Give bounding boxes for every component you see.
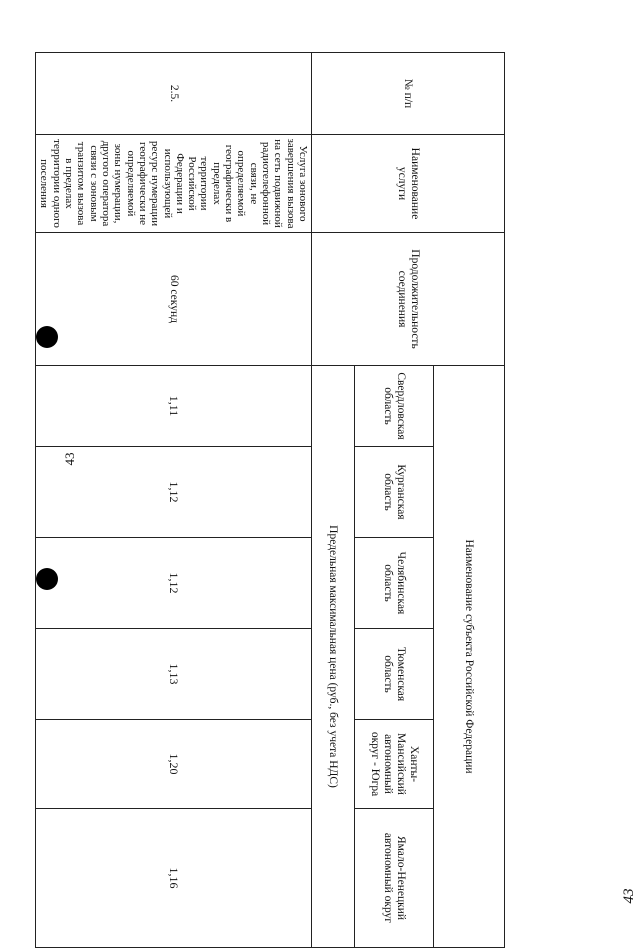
price-sverdlovsk: 1,11 [36,366,312,447]
header-num: № п/п [312,53,505,135]
header-subject-group: Наименование субъекта Российской Федерации [434,366,505,948]
header-duration: Продолжительность соединения [312,233,505,366]
row-num: 2.5. [36,53,312,135]
rotated-table-wrapper [38,52,505,924]
header-region-chelyabinsk: Челябинская область [355,538,434,629]
tariff-table [35,52,505,948]
price-yanao: 1,16 [36,809,312,948]
row-duration: 60 секунд [36,233,312,366]
header-region-tyumen: Тюменская область [355,629,434,720]
header-region-khmao: Ханты-Мансийский автономный округ - Югра [355,720,434,809]
price-chelyabinsk: 1,12 [36,538,312,629]
header-region-kurgan: Курганская область [355,447,434,538]
price-tyumen: 1,13 [36,629,312,720]
page-number: 43 [62,452,77,466]
price-khmao: 1,20 [36,720,312,809]
handwritten-page-number: 43 [621,888,637,904]
row-service: Услуга зонового завершения вызова на сеть подвижной радиотелефонной связи, не определяемой географически в пределах территории Российской Федерации и использующей ресурс нумерации географически не определяемой зоны нумерации, другого оператора связи с зоновым транзитом вызова в пределах территории одного поселения [36,135,312,233]
header-service: Наименование услуги [312,135,505,233]
header-region-sverdlovsk: Свердловская область [355,366,434,447]
price-kurgan: 1,12 [36,447,312,538]
header-region-yanao: Ямало-Ненецкий автономный округ [355,809,434,948]
header-price-note: Предельная максимальная цена (руб., без учета НДС) [312,366,355,948]
